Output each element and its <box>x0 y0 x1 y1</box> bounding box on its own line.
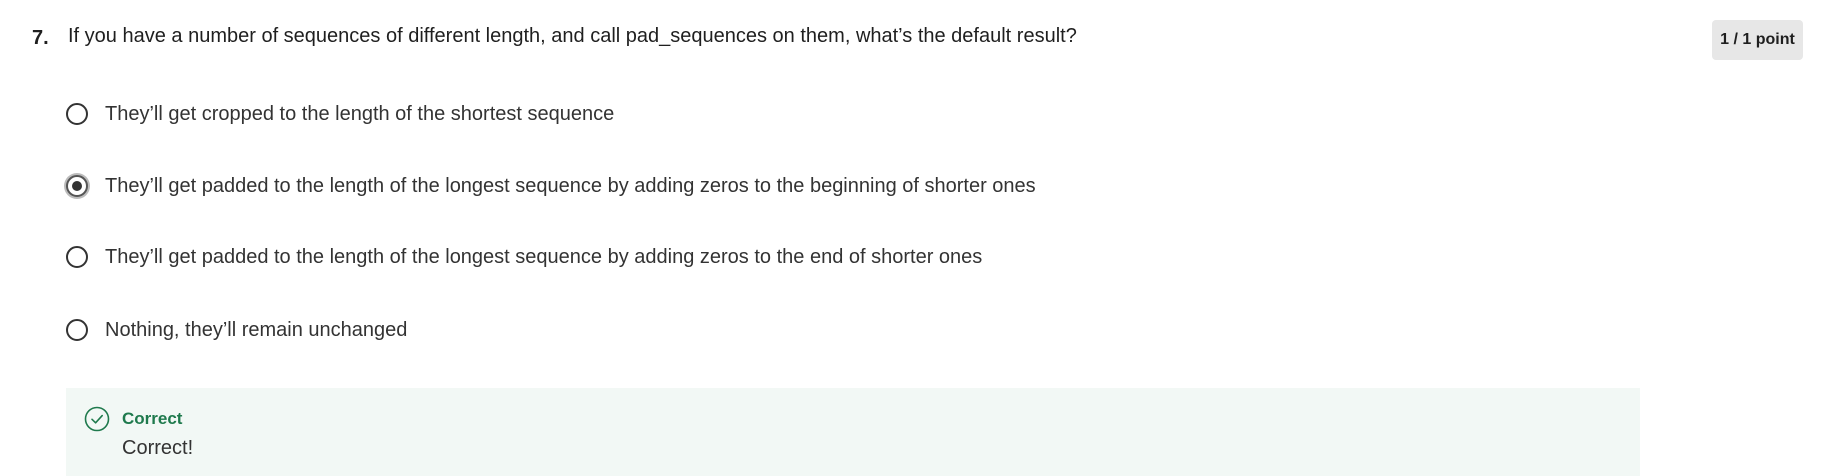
check-circle-icon <box>84 406 110 432</box>
points-badge: 1 / 1 point <box>1712 20 1803 60</box>
answer-option[interactable] <box>66 97 614 131</box>
radio-button[interactable] <box>66 246 88 268</box>
question-number: 7. <box>32 27 49 49</box>
feedback-panel <box>66 388 1640 476</box>
option-label: They’ll get padded to the length of the longest sequence by adding zeros to the end of shorter ones <box>105 246 983 268</box>
feedback-message: Correct! <box>122 437 194 459</box>
radio-button[interactable] <box>66 103 88 125</box>
option-label: They’ll get padded to the length of the longest sequence by adding zeros to the beginning of shorter ones <box>105 175 1036 197</box>
answer-option[interactable] <box>66 240 982 274</box>
question-text: If you have a number of sequences of different length, and call pad_sequences on them, what’s the default result? <box>68 25 1077 47</box>
answer-option[interactable] <box>66 169 1036 203</box>
feedback-title: Correct <box>122 409 183 428</box>
option-label: Nothing, they’ll remain unchanged <box>105 319 408 341</box>
answer-option[interactable] <box>66 313 407 347</box>
radio-button[interactable] <box>66 319 88 341</box>
option-label: They’ll get cropped to the length of the shortest sequence <box>105 103 615 125</box>
radio-button-selected[interactable] <box>66 175 88 197</box>
